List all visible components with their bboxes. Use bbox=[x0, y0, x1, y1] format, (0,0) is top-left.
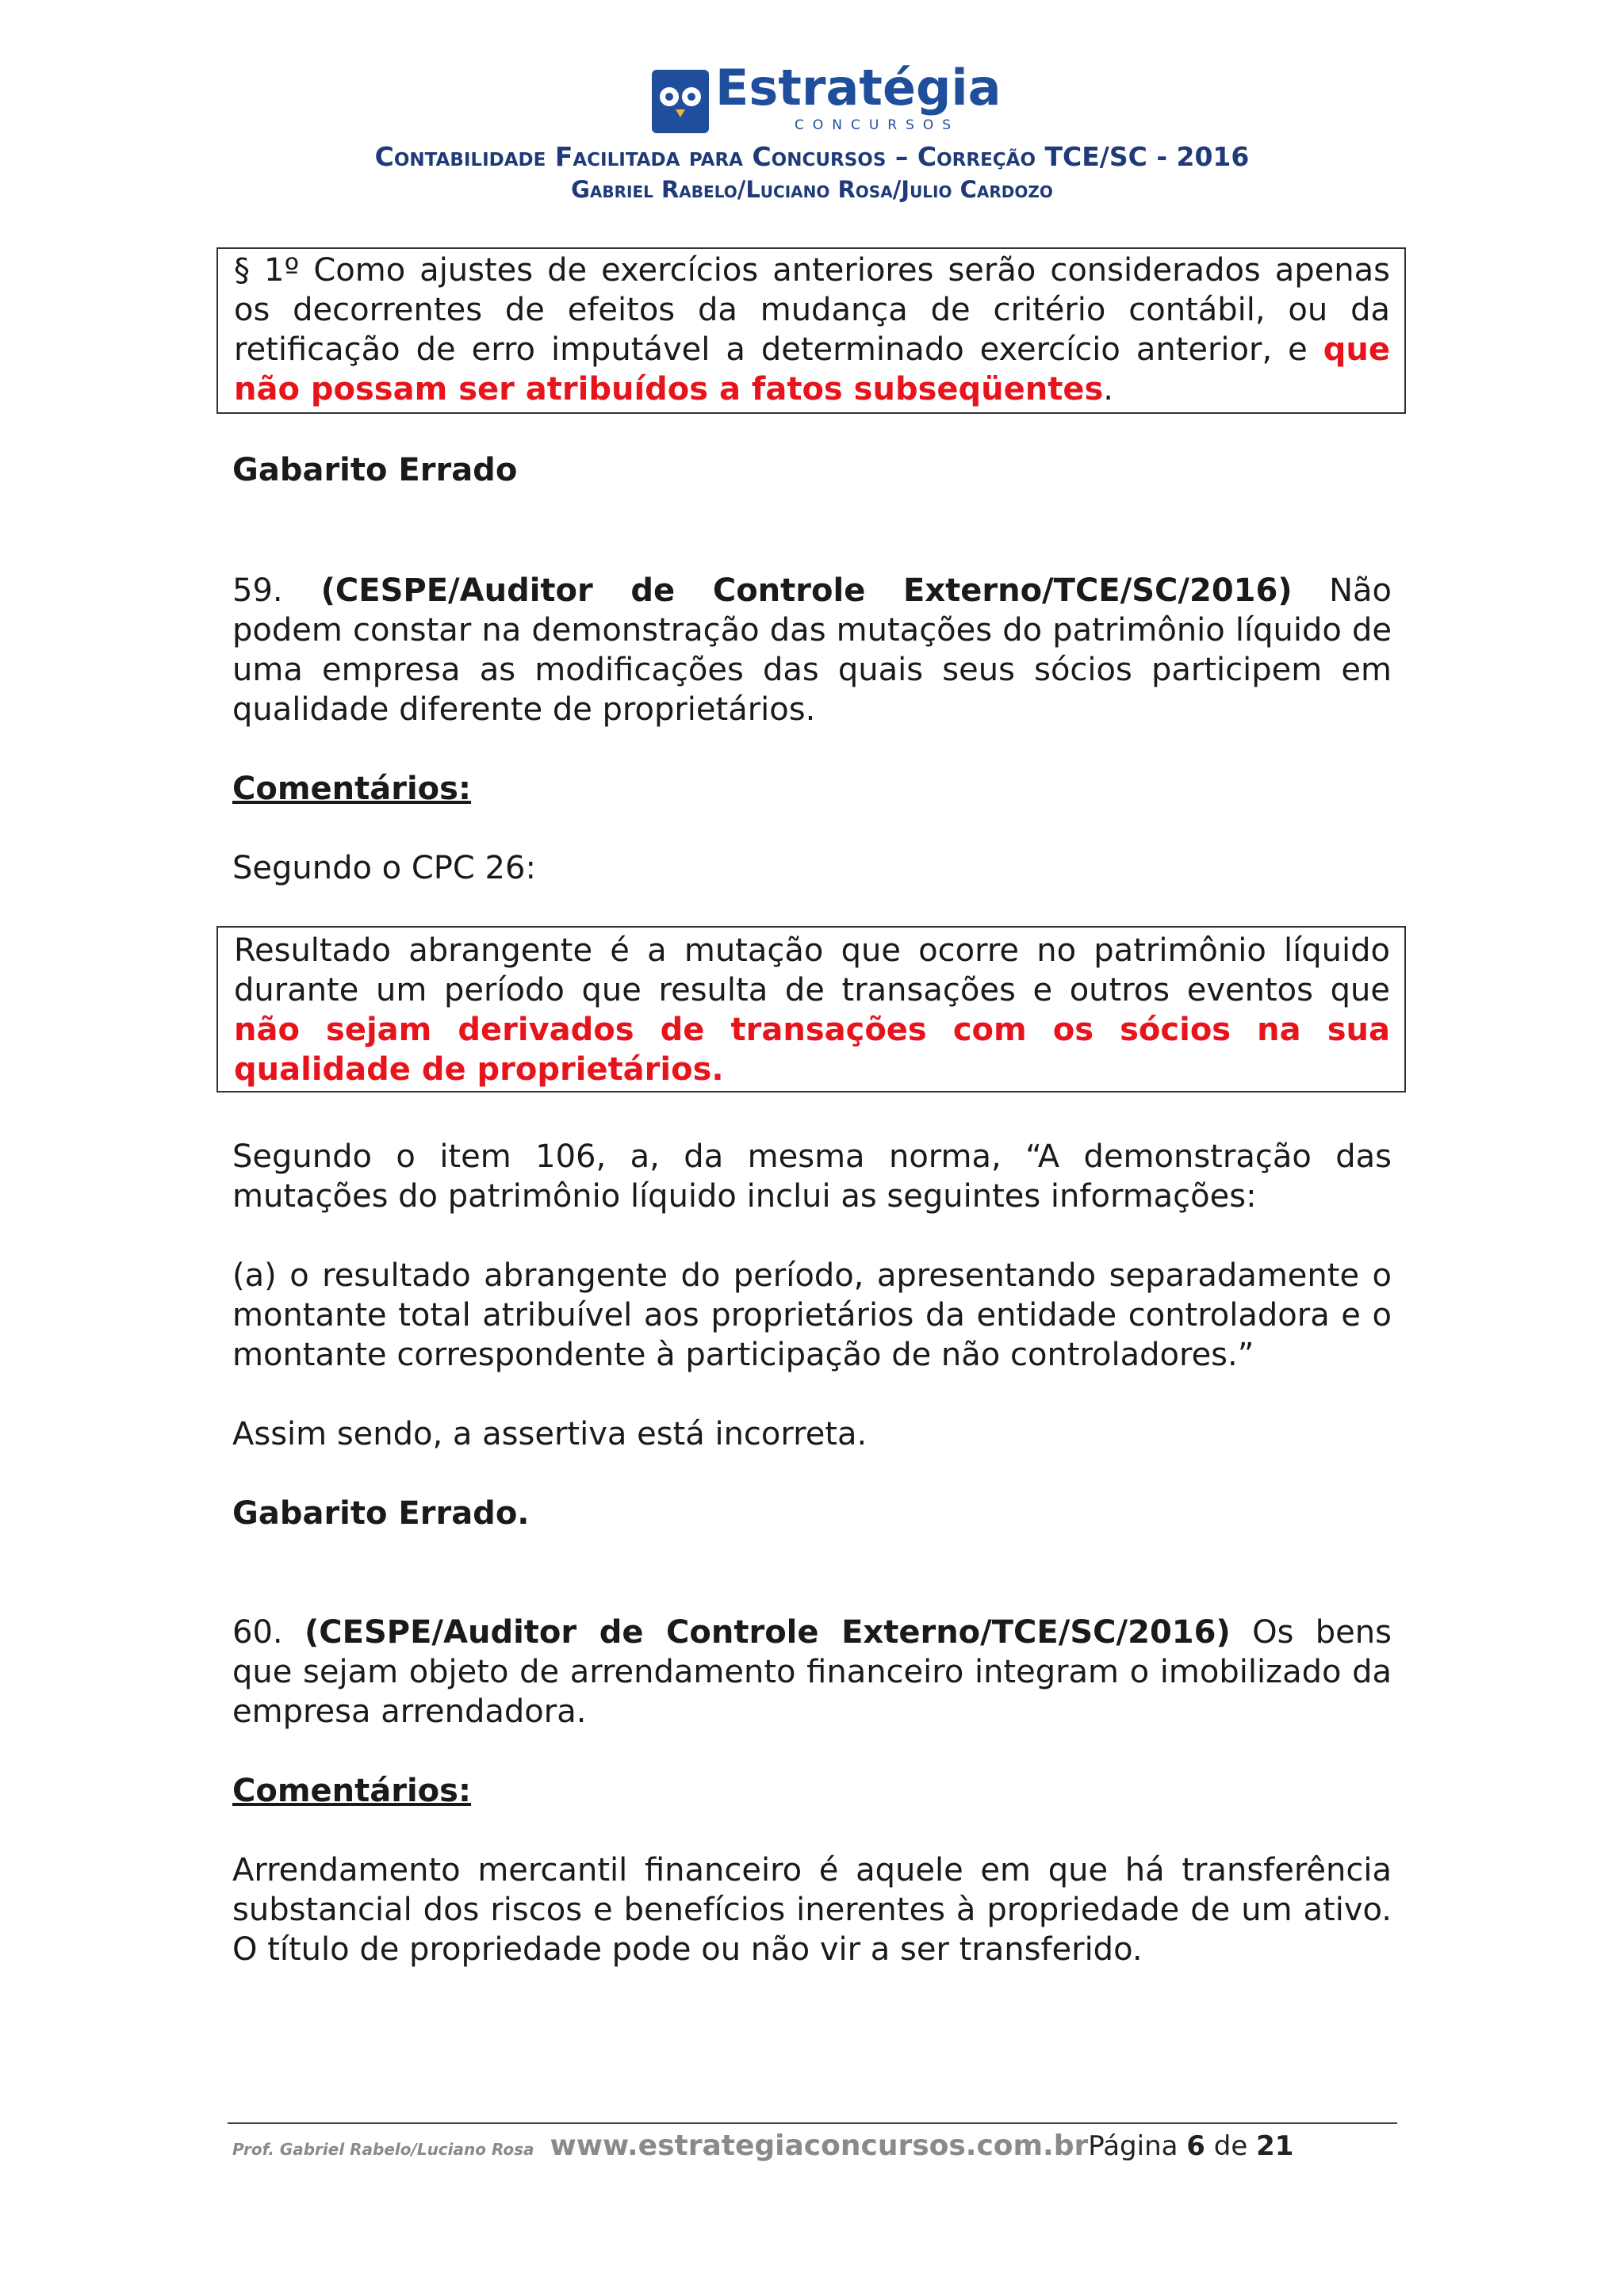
quote-box-paragraph-1 bbox=[216, 247, 1406, 414]
header-authors: Gabriel Rabelo/Luciano Rosa/Julio Cardozo bbox=[571, 176, 1053, 203]
gabarito-1: Gabarito Errado bbox=[232, 452, 518, 488]
paragraph-item-106: Segundo o item 106, a, da mesma norma, “A demonstração das mutações do patrimônio líquido inclui as seguintes informações: bbox=[232, 1138, 1392, 1215]
comentarios-heading-1: Comentários: bbox=[232, 771, 471, 807]
quote-box-paragraph-2 bbox=[216, 926, 1406, 1093]
paragraph-arrendamento: Arrendamento mercantil financeiro é aquele em que há transferência substancial dos riscos e benefícios inerentes à propriedade de um ativo. O título de propriedade pode ou não vir a ser transferido. bbox=[232, 1852, 1392, 1968]
footer-page-label: Página bbox=[1088, 2130, 1187, 2162]
question-60 bbox=[232, 1613, 1392, 1732]
question-text: Os bens que sejam objeto de arrendamento financeiro integram o imobilizado da empresa arrendadora. bbox=[232, 1614, 1392, 1730]
gabarito-2: Gabarito Errado. bbox=[232, 1495, 530, 1532]
question-source: (CESPE/Auditor de Controle Externo/TCE/SC/2016) bbox=[320, 572, 1293, 609]
segundo-cpc: Segundo o CPC 26: bbox=[232, 850, 536, 886]
footer-de: de bbox=[1205, 2130, 1257, 2162]
comentarios-heading-2: Comentários: bbox=[232, 1773, 471, 1809]
footer-divider bbox=[228, 2122, 1397, 2124]
quote-text: § 1º Como ajustes de exercícios anteriores serão considerados apenas os decorrentes de efeitos da mudança de critério contábil, ou da retificação de erro imputável a determinado exercício anterior, e bbox=[234, 252, 1390, 368]
question-number: 60. bbox=[232, 1614, 283, 1651]
paragraph-a: (a) o resultado abrangente do período, apresentando separadamente o montante total atribuível aos proprietários da entidade controladora e o montante correspondente à participação de não controladores.” bbox=[232, 1257, 1392, 1373]
paragraph-assim: Assim sendo, a assertiva está incorreta. bbox=[232, 1416, 868, 1452]
page-footer bbox=[232, 2130, 1398, 2169]
question-number: 59. bbox=[232, 572, 283, 609]
quote-highlight: não sejam derivados de transações com os sócios na sua qualidade de proprietários. bbox=[234, 1012, 1390, 1088]
logo-subtitle: CONCURSOS bbox=[795, 117, 960, 133]
header-course-title: Contabilidade Facilitada para Concursos – Correção TCE/SC - 2016 bbox=[374, 141, 1250, 172]
question-text: Não podem constar na demonstração das mutações do patrimônio líquido de uma empresa as modificações das quais seus sócios participem em qualidade diferente de proprietários. bbox=[232, 572, 1392, 728]
question-59 bbox=[232, 571, 1392, 729]
footer-url[interactable]: www.estrategiaconcursos.com.br bbox=[550, 2130, 1089, 2162]
owl-icon bbox=[652, 70, 709, 133]
logo-name: Estratégia bbox=[715, 59, 1002, 117]
estrategia-logo bbox=[652, 59, 1002, 151]
footer-professors: Prof. Gabriel Rabelo/Luciano Rosa bbox=[232, 2140, 534, 2159]
question-source: (CESPE/Auditor de Controle Externo/TCE/SC/2016) bbox=[304, 1614, 1231, 1651]
quote-end: . bbox=[1103, 371, 1114, 408]
footer-page-number: 6 bbox=[1186, 2130, 1205, 2162]
quote-highlight: que não possam ser atribuídos a fatos subseqüentes bbox=[234, 331, 1390, 408]
quote-text: Resultado abrangente é a mutação que ocorre no patrimônio líquido durante um período que resulta de transações e outros eventos que bbox=[234, 932, 1390, 1008]
footer-page-total: 21 bbox=[1256, 2130, 1294, 2162]
